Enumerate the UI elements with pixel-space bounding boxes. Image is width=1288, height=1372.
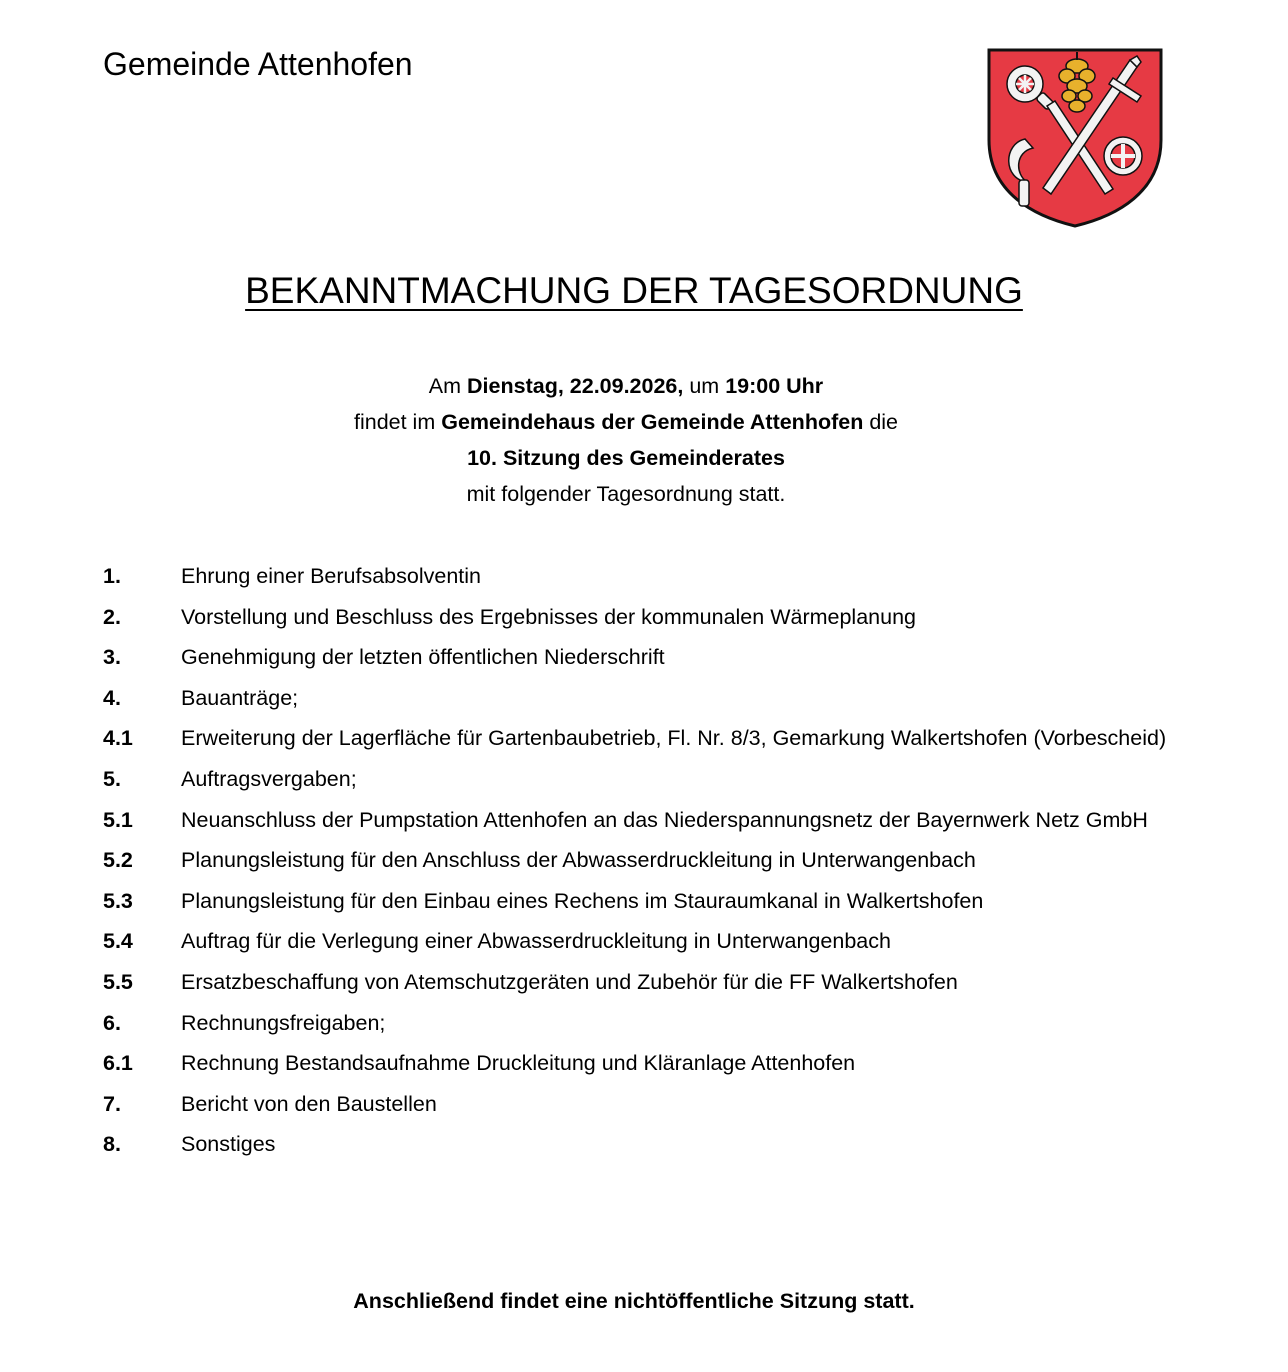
agenda-item-text: Neuanschluss der Pumpstation Attenhofen an das Niederspannungsnetz der Bayernwerk Netz GmbH [181, 807, 1148, 832]
agenda-item-number: 6.1 [103, 1051, 133, 1076]
agenda-item [103, 968, 1183, 996]
agenda-item-number: 5.1 [103, 807, 133, 832]
agenda-item [103, 765, 1183, 793]
agenda-list [103, 562, 1183, 1171]
agenda-item-text: Bauanträge; [181, 685, 299, 710]
agenda-item [103, 1130, 1183, 1158]
agenda-item-number: 3. [103, 645, 121, 670]
agenda-item-number: 5.4 [103, 929, 133, 954]
intro-line-place: findet im Gemeindehaus der Gemeinde Attenhofen die [353, 410, 899, 434]
agenda-item [103, 806, 1183, 834]
meeting-date: Dienstag, 22.09.2026, [467, 374, 684, 398]
page-title: BEKANNTMACHUNG DER TAGESORDNUNG [245, 270, 1023, 311]
agenda-item-text: Planungsleistung für den Anschluss der Abwasserdruckleitung in Unterwangenbach [181, 848, 976, 873]
agenda-item-number: 8. [103, 1132, 121, 1157]
agenda-item-text: Ersatzbeschaffung von Atemschutzgeräten und Zubehör für die FF Walkertshofen [181, 969, 958, 994]
agenda-item [103, 562, 1183, 590]
agenda-item [103, 927, 1183, 955]
agenda-item-number: 6. [103, 1010, 121, 1035]
intro-line-agenda: mit folgender Tagesordnung statt. [466, 482, 786, 506]
agenda-item-text: Vorstellung und Beschluss des Ergebnisses der kommunalen Wärmeplanung [181, 604, 916, 629]
intro-line-date: Am Dienstag, 22.09.2026, um 19:00 Uhr [428, 374, 824, 398]
agenda-item-text: Genehmigung der letzten öffentlichen Niederschrift [181, 645, 665, 670]
agenda-item-number: 5.5 [103, 969, 133, 994]
municipality-name: Gemeinde Attenhofen [103, 46, 413, 82]
agenda-item-number: 2. [103, 604, 121, 629]
agenda-item-text: Auftragsvergaben; [181, 766, 357, 791]
agenda-item-number: 4. [103, 685, 121, 710]
agenda-item [103, 1009, 1183, 1037]
coat-of-arms-icon [985, 44, 1165, 230]
meeting-intro [0, 368, 1252, 512]
agenda-item [103, 643, 1183, 671]
agenda-item-number: 4.1 [103, 726, 133, 751]
meeting-time: 19:00 Uhr [725, 374, 824, 398]
agenda-item-number: 1. [103, 564, 121, 588]
agenda-item-number: 7. [103, 1091, 121, 1116]
agenda-item-text: Sonstiges [181, 1132, 276, 1157]
agenda-item [103, 1049, 1183, 1077]
agenda-item [103, 724, 1183, 752]
agenda-item [103, 684, 1183, 712]
agenda-item-text: Erweiterung der Lagerfläche für Gartenbaubetrieb, Fl. Nr. 8/3, Gemarkung Walkertshofen (Vorbescheid) [181, 726, 1167, 751]
agenda-item-text: Rechnungsfreigaben; [181, 1010, 386, 1035]
agenda-item-text: Rechnung Bestandsaufnahme Druckleitung und Kläranlage Attenhofen [181, 1051, 856, 1076]
agenda-item [103, 1090, 1183, 1118]
agenda-item-text: Ehrung einer Berufsabsolventin [181, 564, 481, 588]
agenda-item-number: 5.3 [103, 888, 133, 913]
agenda-item-text: Auftrag für die Verlegung einer Abwasserdruckleitung in Unterwangenbach [181, 929, 891, 954]
agenda-item [103, 846, 1183, 874]
agenda-item-number: 5. [103, 766, 121, 791]
agenda-item [103, 887, 1183, 915]
closing-note: Anschließend findet eine nichtöffentliche Sitzung statt. [353, 1289, 915, 1313]
agenda-item [103, 603, 1183, 631]
agenda-item-text: Bericht von den Baustellen [181, 1091, 437, 1116]
agenda-item-number: 5.2 [103, 848, 133, 873]
agenda-item-text: Planungsleistung für den Einbau eines Rechens im Stauraumkanal in Walkertshofen [181, 888, 984, 913]
meeting-name: 10. Sitzung des Gemeinderates [467, 446, 785, 470]
meeting-place: Gemeindehaus der Gemeinde Attenhofen [441, 410, 864, 434]
